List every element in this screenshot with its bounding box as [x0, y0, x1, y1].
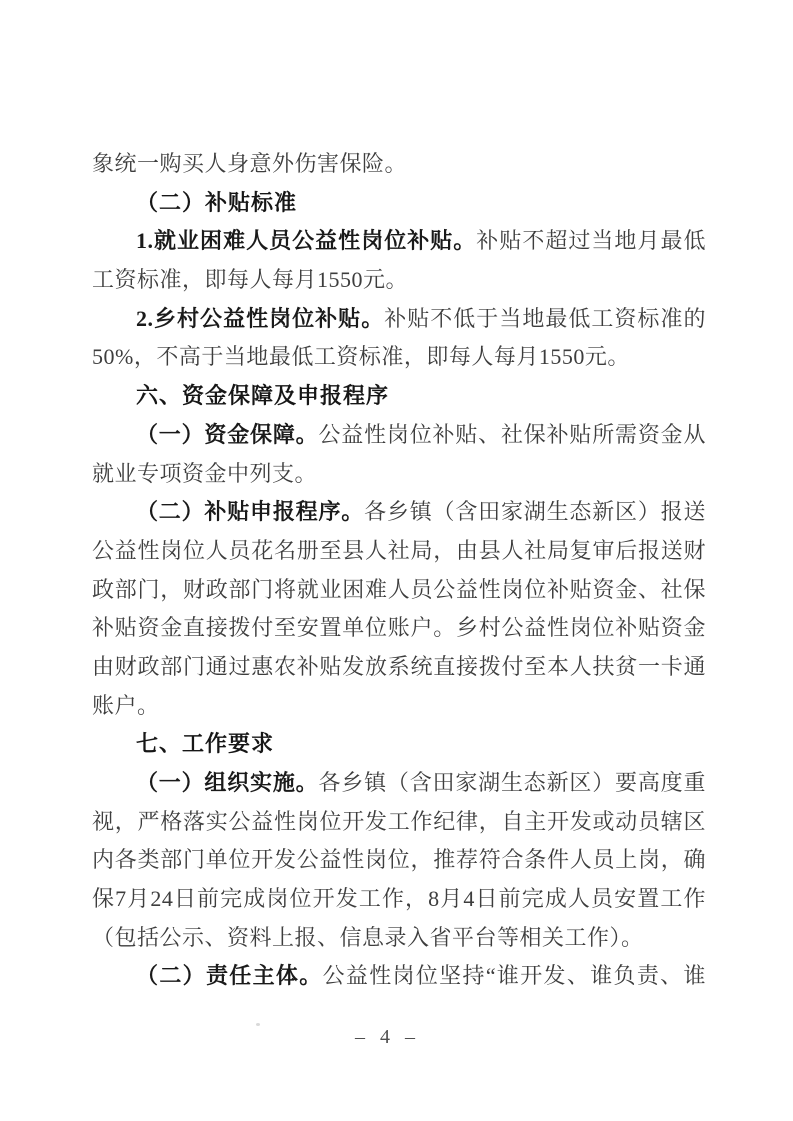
text-line: [92, 648, 706, 687]
line-text: 政部门，财政部门将就业困难人员公益性岗位补贴资金、社保: [92, 576, 706, 602]
text-line: [92, 803, 706, 842]
text-line: [92, 338, 706, 377]
line-text: 公益性岗位补贴、社保补贴所需资金从: [318, 421, 706, 447]
line-text: 内各类部门单位开发公益性岗位，推荐符合条件人员上岗，确: [92, 847, 706, 873]
text-line: [92, 455, 706, 494]
line-text: 各乡镇（含田家湖生态新区）报送: [364, 499, 706, 525]
line-bold-lead: 2.乡村公益性岗位补贴。: [136, 305, 385, 331]
line-text: 补贴资金直接拨付至安置单位账户。乡村公益性岗位补贴资金: [92, 615, 706, 641]
line-text: 补贴不超过当地月最低: [476, 228, 706, 254]
text-line: [92, 300, 706, 339]
text-line: [92, 687, 706, 726]
line-bold-lead: （一）资金保障。: [136, 421, 319, 447]
text-line: [92, 841, 706, 880]
line-bold-lead: 六、资金保障及申报程序: [136, 383, 390, 409]
line-bold-lead: （二）责任主体。: [136, 963, 323, 989]
line-text: 补贴不低于当地最低工资标准的: [384, 305, 706, 331]
text-line: [92, 261, 706, 300]
line-text: 50%，不高于当地最低工资标准，即每人每月1550元。: [92, 344, 630, 370]
line-bold-lead: （二）补贴申报程序。: [136, 499, 365, 525]
line-bold-lead: 七、工作要求: [136, 731, 275, 757]
line-text: （包括公示、资料上报、信息录入省平台等相关工作）。: [92, 924, 644, 950]
line-bold-lead: 1.就业困难人员公益性岗位补贴。: [136, 228, 477, 254]
line-text: 象统一购买人身意外伤害保险。: [92, 151, 408, 176]
text-line: [92, 957, 706, 996]
text-line: [92, 416, 706, 455]
line-text: 视，严格落实公益性岗位开发工作纪律，自主开发或动员辖区: [92, 808, 706, 834]
text-line: [92, 532, 706, 571]
line-text: 各乡镇（含田家湖生态新区）要高度重: [318, 770, 706, 795]
line-text: 由财政部门通过惠农补贴发放系统直接拨付至本人扶贫一卡通: [92, 653, 706, 679]
text-line: [92, 919, 706, 958]
text-line: [92, 145, 706, 184]
text-line: [92, 493, 706, 532]
line-bold-lead: （一）组织实施。: [136, 770, 319, 795]
text-line: [92, 764, 706, 803]
line-text: 工资标准，即每人每月1550元。: [92, 267, 409, 293]
text-line: [92, 609, 706, 648]
text-line: [92, 880, 706, 919]
line-text: 公益性岗位人员花名册至县人社局，由县人社局复审后报送财: [92, 537, 706, 563]
text-line: [92, 571, 706, 610]
text-line: [92, 725, 706, 764]
line-bold-lead: （二）补贴标准: [136, 189, 298, 215]
line-text: 保7月24日前完成岗位开发工作，8月4日前完成人员安置工作: [92, 886, 706, 912]
text-line: [92, 222, 706, 261]
document-body: [92, 145, 706, 996]
line-text: 账户。: [92, 692, 160, 718]
line-text: 就业专项资金中列支。: [92, 460, 318, 486]
page-number: – 4 –: [355, 1026, 420, 1048]
line-text: 公益性岗位坚持“谁开发、谁负责、谁: [322, 963, 706, 989]
text-line: [92, 184, 706, 223]
text-line: [92, 377, 706, 416]
